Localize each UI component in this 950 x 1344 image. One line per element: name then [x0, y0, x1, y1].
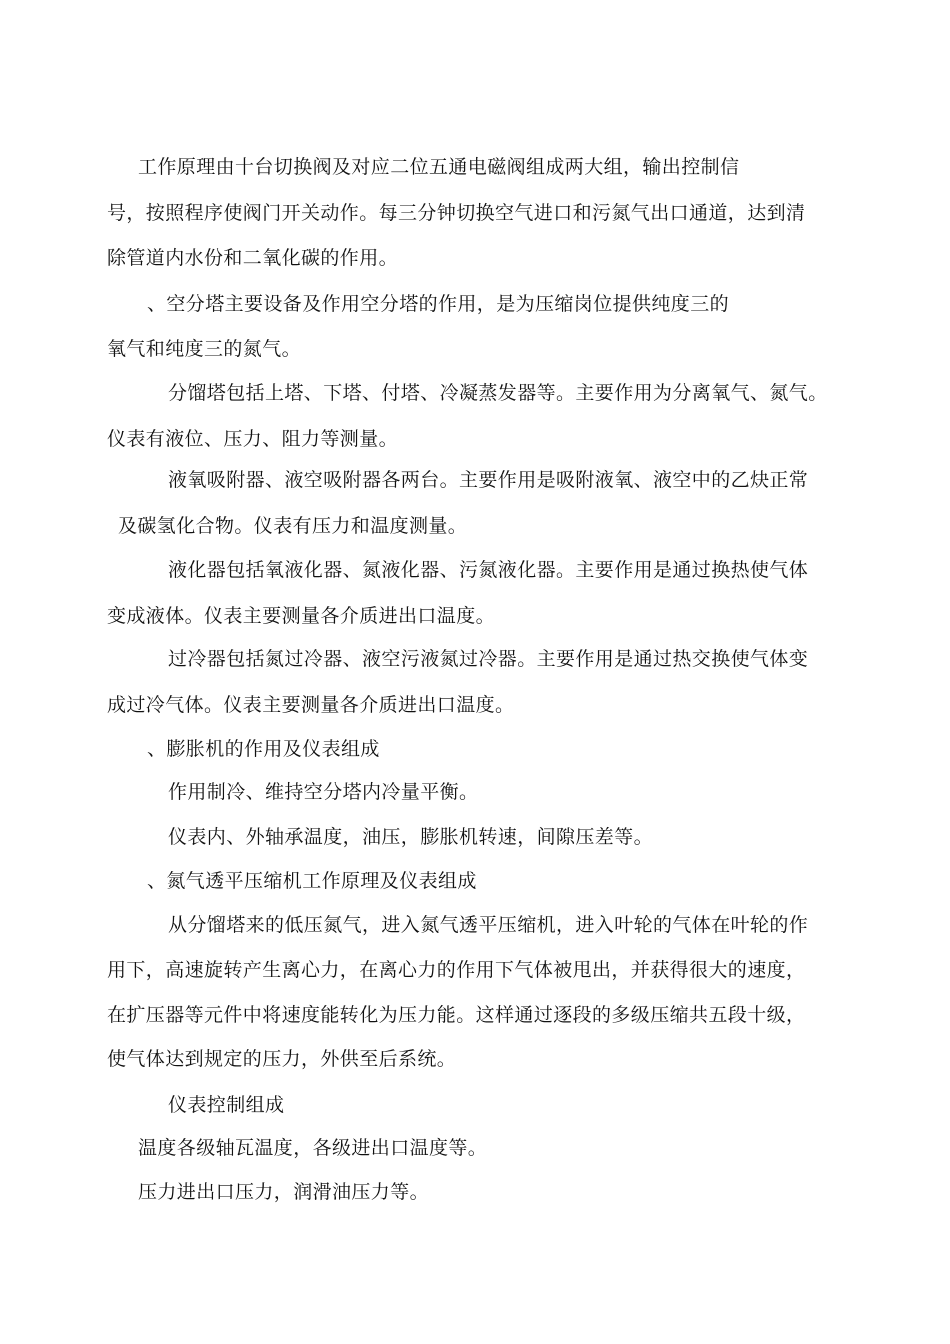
text-line: 温度各级轴瓦温度，各级进出口温度等。: [138, 1137, 488, 1159]
text-line: 分馏塔包括上塔、下塔、付塔、冷凝蒸发器等。主要作用为分离氧气、氮气。: [168, 382, 828, 404]
text-line: 在扩压器等元件中将速度能转化为压力能。这样通过逐段的多级压缩共五段十级，: [107, 1004, 806, 1026]
text-line: 从分馏塔来的低压氮气，进入氮气透平压缩机，进入叶轮的气体在叶轮的作: [168, 914, 809, 936]
text-line: 使气体达到规定的压力，外供至后系统。: [107, 1048, 457, 1070]
text-line: 及碳氢化合物。仪表有压力和温度测量。: [118, 515, 468, 537]
text-line: 仪表内、外轴承温度，油压，膨胀机转速，间隙压差等。: [168, 826, 654, 848]
text-line: 除管道内水份和二氧化碳的作用。: [107, 247, 399, 269]
text-line: 成过冷气体。仪表主要测量各介质进出口温度。: [107, 694, 515, 716]
text-line: 仪表有液位、压力、阻力等测量。: [107, 428, 399, 450]
section-heading: 、膨胀机的作用及仪表组成: [147, 738, 380, 760]
text-line: 液氧吸附器、液空吸附器各两台。主要作用是吸附液氧、液空中的乙炔正常: [168, 469, 809, 491]
section-heading: 、氮气透平压缩机工作原理及仪表组成: [147, 870, 477, 892]
text-line: 作用制冷、维持空分塔内冷量平衡。: [168, 781, 479, 803]
text-line: 液化器包括氧液化器、氮液化器、污氮液化器。主要作用是通过换热使气体: [168, 559, 809, 581]
text-line: 过冷器包括氮过冷器、液空污液氮过冷器。主要作用是通过热交换使气体变: [168, 648, 809, 670]
text-line: 用下，高速旋转产生离心力，在离心力的作用下气体被甩出，并获得很大的速度，: [107, 959, 806, 981]
text-line: 工作原理由十台切换阀及对应二位五通电磁阀组成两大组，输出控制信: [138, 156, 740, 178]
text-line: 压力进出口压力，润滑油压力等。: [138, 1181, 430, 1203]
section-heading: 、空分塔主要设备及作用空分塔的作用，是为压缩岗位提供纯度三的: [147, 293, 730, 315]
subsection-heading: 仪表控制组成: [168, 1094, 285, 1116]
text-line: 氧气和纯度三的氮气。: [107, 338, 302, 360]
text-line: 号，按照程序使阀门开关动作。每三分钟切换空气进口和污氮气出口通道，达到清: [107, 202, 806, 224]
text-line: 变成液体。仪表主要测量各介质进出口温度。: [107, 605, 496, 627]
